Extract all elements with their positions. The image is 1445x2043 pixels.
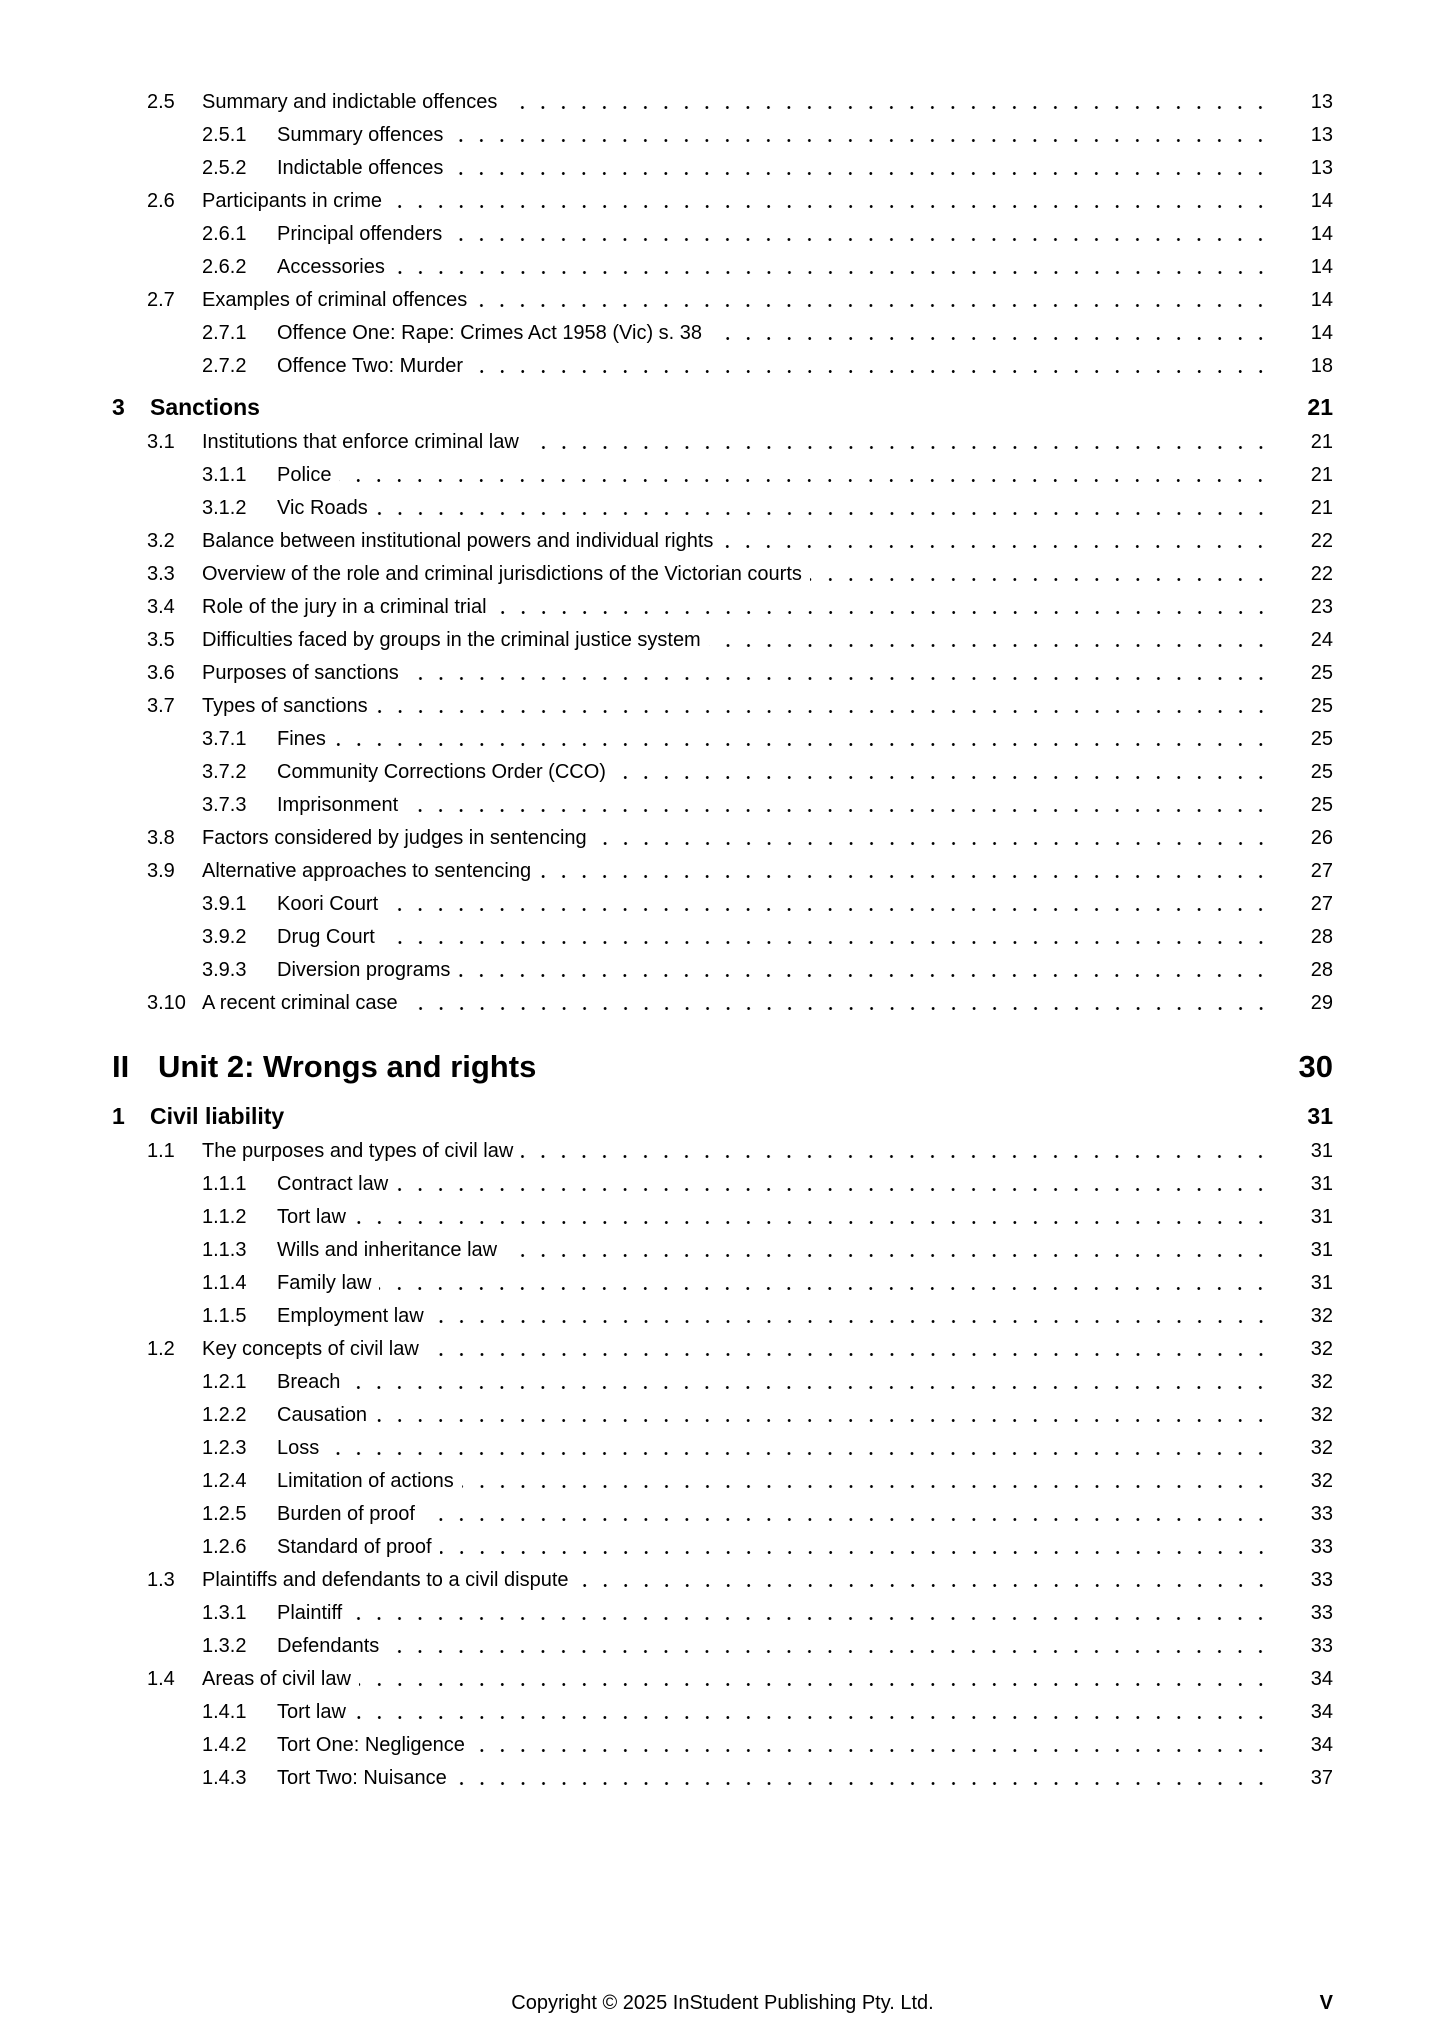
toc-entry-title: Summary and indictable offences [202,91,498,113]
toc-entry-title: Loss [277,1437,320,1459]
toc-entry-page: 13 [1310,91,1333,113]
toc-entry-page: 25 [1310,794,1333,816]
toc-entry-number: 3.2 [147,530,175,552]
toc-entry-number: 3.3 [147,563,175,585]
toc-entry-number: 3.8 [147,827,175,849]
toc-entry-title: A recent criminal case [202,992,398,1014]
toc-entry-title: Tort One: Negligence [277,1734,465,1756]
toc-entry-page: 22 [1310,563,1333,585]
toc-leader-dots [440,1531,1271,1564]
toc-leader-dots [354,1696,1271,1729]
toc-entry-3.9.2[interactable] [112,921,1333,954]
toc-leader-dots [455,1762,1271,1795]
toc-leader-dots [386,888,1271,921]
toc-entry-title: Areas of civil law [202,1668,351,1690]
toc-entry-page: 27 [1310,893,1333,915]
toc-entry-3.6[interactable] [112,657,1333,690]
toc-leader-dots [721,525,1271,558]
toc-entry-title: Plaintiffs and defendants to a civil dispute [202,1569,569,1591]
toc-entry-number: 1.3.2 [202,1635,247,1657]
toc-entry-3.10[interactable] [112,987,1333,1020]
toc-entry-number: 3.1.2 [202,497,247,519]
toc-entry-number: 1.4 [147,1668,175,1690]
toc-entry-2.7.1[interactable] [112,317,1333,350]
toc-entry-title: Vic Roads [277,497,368,519]
toc-entry-number: 1.4.1 [202,1701,247,1723]
toc-entry-number: 3.7.2 [202,761,247,783]
toc-entry-number: 1.2.3 [202,1437,247,1459]
toc-entry-1.2.4[interactable] [112,1465,1333,1498]
toc-entry-3.9.1[interactable] [112,888,1333,921]
toc-entry-number: II [112,1049,130,1084]
toc-entry-title: Role of the jury in a criminal trial [202,596,487,618]
toc-entry-number: 1.1.3 [202,1239,247,1261]
toc-entry-3.2[interactable] [112,525,1333,558]
toc-leader-dots [375,1399,1271,1432]
toc-entry-3.5[interactable] [112,624,1333,657]
toc-entry-page: 32 [1310,1470,1333,1492]
toc-entry-page: 31 [1310,1272,1333,1294]
toc-entry-title: Balance between institutional powers and individual rights [202,530,714,552]
toc-entry-1.3[interactable] [112,1564,1333,1597]
toc-entry-page: 31 [1310,1239,1333,1261]
toc-entry-title: Limitation of actions [277,1470,454,1492]
toc-leader-dots [406,987,1271,1020]
toc-entry-title: Diversion programs [277,959,451,981]
toc-leader-dots [354,1201,1271,1234]
toc-entry-page: 32 [1310,1371,1333,1393]
toc-leader-dots [595,822,1271,855]
toc-entry-2.5[interactable] [112,86,1333,119]
toc-entry-page: 31 [1310,1206,1333,1228]
table-of-contents [112,86,1333,1795]
toc-leader-dots [407,657,1271,690]
toc-entry-page: 21 [1310,497,1333,519]
toc-entry-1.2.1[interactable] [112,1366,1333,1399]
toc-entry-title: Family law [277,1272,372,1294]
toc-entry-page: 14 [1310,256,1333,278]
toc-entry-3.7.1[interactable] [112,723,1333,756]
toc-entry-title: Plaintiff [277,1602,343,1624]
toc-leader-dots [379,1267,1271,1300]
toc-leader-dots [387,1630,1271,1663]
toc-entry-title: Purposes of sanctions [202,662,399,684]
toc-entry-number: 1.2.5 [202,1503,247,1525]
toc-entry-number: 2.7 [147,289,175,311]
toc-entry-1.4.3[interactable] [112,1762,1333,1795]
toc-leader-dots [505,1234,1271,1267]
toc-entry-title: Wills and inheritance law [277,1239,498,1261]
toc-entry-title: Burden of proof [277,1503,415,1525]
toc-entry-title: Breach [277,1371,341,1393]
toc-entry-number: 3.9.2 [202,926,247,948]
toc-entry-page: 25 [1310,728,1333,750]
toc-leader-dots [539,855,1271,888]
toc-entry-page: 14 [1310,289,1333,311]
toc-leader-dots [450,218,1271,251]
toc-entry-page: 33 [1310,1602,1333,1624]
toc-entry-number: 1.1 [147,1140,175,1162]
toc-entry-title: Indictable offences [277,157,444,179]
toc-leader-dots [359,1663,1271,1696]
toc-leader-dots [327,1432,1271,1465]
toc-entry-page: 34 [1310,1734,1333,1756]
toc-entry-page: 26 [1310,827,1333,849]
toc-entry-title: Contract law [277,1173,389,1195]
toc-entry-title: The purposes and types of civil law [202,1140,514,1162]
toc-entry-page: 21 [1310,431,1333,453]
toc-entry-number: 3.7.1 [202,728,247,750]
toc-entry-1.3.1[interactable] [112,1597,1333,1630]
toc-entry-page: 25 [1310,695,1333,717]
toc-entry-2.5.1[interactable] [112,119,1333,152]
toc-entry-title: Key concepts of civil law [202,1338,419,1360]
toc-entry-2.6.1[interactable] [112,218,1333,251]
toc-leader-dots [451,152,1271,185]
toc-leader-dots [458,954,1271,987]
toc-entry-number: 1.1.2 [202,1206,247,1228]
toc-entry-number: 1.4.2 [202,1734,247,1756]
toc-entry-2.6[interactable] [112,185,1333,218]
toc-entry-number: 1.3.1 [202,1602,247,1624]
toc-entry-title: Civil liability [150,1103,285,1129]
toc-entry-page: 32 [1310,1305,1333,1327]
toc-entry-title: Causation [277,1404,368,1426]
toc-entry-1.1.2[interactable] [112,1201,1333,1234]
toc-entry-page: 13 [1310,124,1333,146]
toc-entry-number: 1.1.5 [202,1305,247,1327]
toc-leader-dots [614,756,1271,789]
toc-entry-title: Types of sanctions [202,695,368,717]
toc-entry-2.7.2[interactable] [112,350,1333,383]
toc-entry-number: 2.6.2 [202,256,247,278]
toc-entry-3.1.2[interactable] [112,492,1333,525]
toc-entry-number: 3.6 [147,662,175,684]
toc-entry-1.2.6[interactable] [112,1531,1333,1564]
toc-entry-page: 31 [1310,1140,1333,1162]
toc-leader-dots [406,789,1271,822]
toc-entry-title: Alternative approaches to sentencing [202,860,532,882]
toc-entry-number: 3 [112,394,125,420]
toc-leader-dots [376,690,1271,723]
toc-leader-dots [521,1135,1271,1168]
toc-entry-title: Principal offenders [277,223,443,245]
toc-entry-number: 3.9 [147,860,175,882]
toc-entry-3.9[interactable] [112,855,1333,888]
toc-entry-page: 33 [1310,1635,1333,1657]
toc-entry-3.8[interactable] [112,822,1333,855]
toc-entry-number: 3.5 [147,629,175,651]
toc-entry-page: 32 [1310,1338,1333,1360]
toc-entry-title: Institutions that enforce criminal law [202,431,519,453]
toc-entry-title: Offence One: Rape: Crimes Act 1958 (Vic) s. 38 [277,322,703,344]
toc-leader-dots [544,1042,1271,1092]
toc-entry-1.1[interactable] [112,1135,1333,1168]
toc-entry-page: 22 [1310,530,1333,552]
toc-entry-2.6.2[interactable] [112,251,1333,284]
toc-entry-page: 14 [1310,190,1333,212]
toc-entry-1.1.1[interactable] [112,1168,1333,1201]
toc-entry-page: 32 [1310,1404,1333,1426]
toc-entry-3.3[interactable] [112,558,1333,591]
toc-entry-title: Unit 2: Wrongs and rights [158,1049,537,1084]
toc-entry-number: 1.1.1 [202,1173,247,1195]
toc-entry-page: 34 [1310,1701,1333,1723]
toc-entry-title: Offence Two: Murder [277,355,464,377]
toc-leader-dots [495,591,1271,624]
toc-entry-title: Tort law [277,1206,346,1228]
toc-entry-title: Drug Court [277,926,375,948]
toc-entry-number: 3.9.1 [202,893,247,915]
toc-leader-dots [432,1300,1271,1333]
toc-entry-page: 28 [1310,926,1333,948]
toc-leader-dots [292,1098,1271,1135]
toc-leader-dots [376,492,1271,525]
toc-leader-dots [423,1498,1271,1531]
toc-entry-title: Sanctions [150,394,260,420]
toc-leader-dots [710,317,1271,350]
toc-leader-dots [709,624,1271,657]
toc-entry-number: 3.7.3 [202,794,247,816]
toc-entry-3[interactable] [112,389,1333,426]
toc-entry-1[interactable] [112,1098,1333,1135]
toc-entry-page: 28 [1310,959,1333,981]
toc-entry-title: Tort law [277,1701,346,1723]
toc-entry-number: 3.7 [147,695,175,717]
toc-leader-dots [451,119,1271,152]
toc-entry-number: 3.1 [147,431,175,453]
toc-entry-2.5.2[interactable] [112,152,1333,185]
toc-entry-title: Imprisonment [277,794,399,816]
toc-entry-page: 31 [1310,1173,1333,1195]
toc-entry-page: 34 [1310,1668,1333,1690]
toc-entry-number: 1.2.1 [202,1371,247,1393]
toc-leader-dots [527,426,1271,459]
toc-entry-page: 23 [1310,596,1333,618]
toc-entry-number: 1.2.6 [202,1536,247,1558]
toc-leader-dots [462,1465,1271,1498]
toc-entry-1.2.2[interactable] [112,1399,1333,1432]
toc-entry-title: Difficulties faced by groups in the criminal justice system [202,629,701,651]
footer-copyright: Copyright © 2025 InStudent Publishing Pty. Ltd. [511,1992,934,2014]
toc-entry-title: Accessories [277,256,385,278]
toc-entry-number: 3.1.1 [202,464,247,486]
toc-entry-1.4.1[interactable] [112,1696,1333,1729]
toc-entry-page: 25 [1310,662,1333,684]
toc-entry-number: 1 [112,1103,125,1129]
page-footer [112,1992,1333,2022]
toc-leader-dots [348,1366,1271,1399]
toc-entry-page: 33 [1310,1569,1333,1591]
toc-entry-3.7.2[interactable] [112,756,1333,789]
toc-entry-number: 2.5.1 [202,124,247,146]
toc-entry-1.2.5[interactable] [112,1498,1333,1531]
toc-entry-1.1.3[interactable] [112,1234,1333,1267]
toc-entry-number: 2.7.2 [202,355,247,377]
toc-entry-page: 21 [1307,394,1333,420]
toc-entry-3.1.1[interactable] [112,459,1333,492]
toc-entry-title: Examples of criminal offences [202,289,468,311]
toc-entry-page: 29 [1310,992,1333,1014]
toc-entry-number: 1.3 [147,1569,175,1591]
toc-entry-number: 2.6.1 [202,223,247,245]
toc-entry-title: Standard of proof [277,1536,432,1558]
toc-entry-page: 31 [1307,1103,1333,1129]
toc-entry-page: 24 [1310,629,1333,651]
toc-leader-dots [473,1729,1271,1762]
footer-page-number: V [1319,1992,1333,2014]
toc-entry-page: 18 [1310,355,1333,377]
toc-entry-title: Police [277,464,332,486]
toc-entry-title: Overview of the role and criminal jurisdictions of the Victorian courts [202,563,802,585]
toc-entry-II[interactable] [112,1042,1333,1092]
toc-entry-number: 2.5 [147,91,175,113]
toc-leader-dots [390,185,1271,218]
toc-entry-title: Koori Court [277,893,379,915]
toc-entry-title: Fines [277,728,326,750]
toc-entry-page: 32 [1310,1437,1333,1459]
toc-leader-dots [505,86,1271,119]
toc-entry-title: Factors considered by judges in sentencing [202,827,587,849]
toc-leader-dots [577,1564,1271,1597]
toc-entry-number: 3.9.3 [202,959,247,981]
toc-entry-number: 3.4 [147,596,175,618]
toc-entry-number: 2.7.1 [202,322,247,344]
toc-leader-dots [350,1597,1271,1630]
toc-entry-2.7[interactable] [112,284,1333,317]
toc-entry-page: 30 [1298,1049,1333,1084]
toc-entry-3.7[interactable] [112,690,1333,723]
toc-entry-title: Community Corrections Order (CCO) [277,761,606,783]
toc-leader-dots [471,350,1271,383]
toc-entry-3.1[interactable] [112,426,1333,459]
toc-entry-1.4.2[interactable] [112,1729,1333,1762]
toc-leader-dots [383,921,1271,954]
toc-entry-3.9.3[interactable] [112,954,1333,987]
toc-leader-dots [393,251,1271,284]
toc-entry-page: 25 [1310,761,1333,783]
toc-entry-page: 33 [1310,1503,1333,1525]
toc-entry-page: 27 [1310,860,1333,882]
toc-entry-title: Summary offences [277,124,444,146]
toc-leader-dots [475,284,1271,317]
toc-entry-page: 14 [1310,322,1333,344]
toc-entry-number: 1.2 [147,1338,175,1360]
toc-leader-dots [396,1168,1271,1201]
toc-entry-number: 3.10 [147,992,186,1014]
toc-entry-title: Participants in crime [202,190,383,212]
toc-entry-page: 13 [1310,157,1333,179]
toc-leader-dots [339,459,1271,492]
toc-entry-page: 14 [1310,223,1333,245]
toc-entry-title: Tort Two: Nuisance [277,1767,447,1789]
toc-entry-1.3.2[interactable] [112,1630,1333,1663]
toc-entry-title: Defendants [277,1635,380,1657]
toc-entry-title: Employment law [277,1305,424,1327]
toc-entry-1.1.4[interactable] [112,1267,1333,1300]
toc-entry-number: 1.1.4 [202,1272,247,1294]
toc-leader-dots [334,723,1271,756]
toc-entry-1.2.3[interactable] [112,1432,1333,1465]
toc-entry-page: 21 [1310,464,1333,486]
toc-entry-number: 1.2.4 [202,1470,247,1492]
toc-leader-dots [427,1333,1271,1366]
toc-entry-3.7.3[interactable] [112,789,1333,822]
toc-entry-page: 33 [1310,1536,1333,1558]
toc-entry-number: 2.5.2 [202,157,247,179]
toc-entry-number: 2.6 [147,190,175,212]
toc-entry-1.4[interactable] [112,1663,1333,1696]
toc-entry-3.4[interactable] [112,591,1333,624]
toc-entry-1.1.5[interactable] [112,1300,1333,1333]
toc-entry-1.2[interactable] [112,1333,1333,1366]
toc-leader-dots [810,558,1271,591]
toc-entry-page: 37 [1310,1767,1333,1789]
toc-entry-number: 1.2.2 [202,1404,247,1426]
toc-entry-number: 1.4.3 [202,1767,247,1789]
toc-leader-dots [268,389,1271,426]
